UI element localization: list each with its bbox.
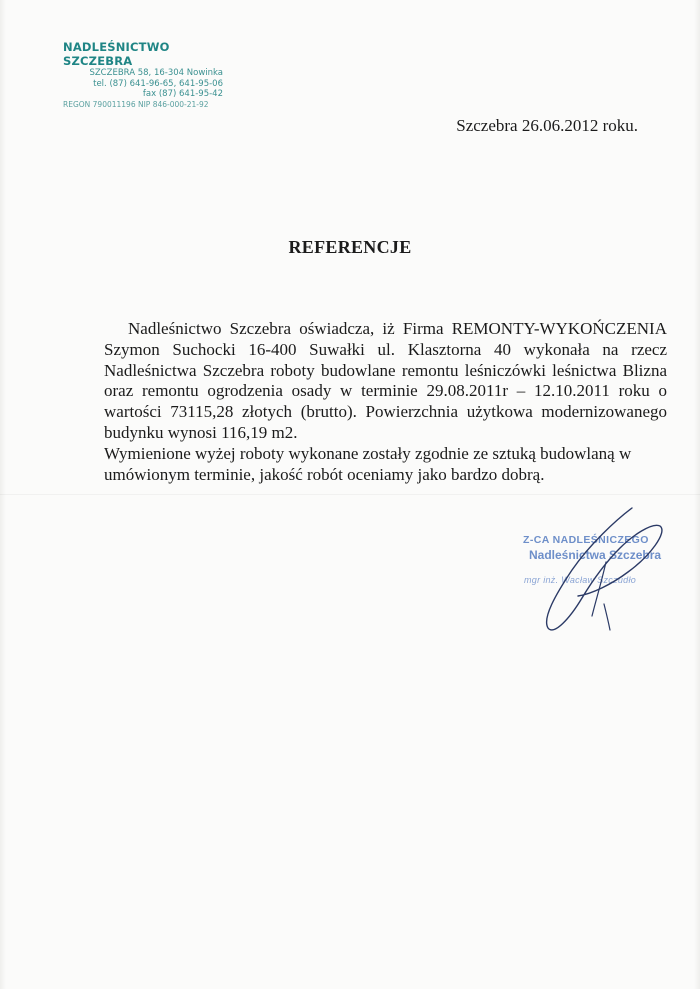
stamp-title: Z-CA NADLEŚNICZEGO (523, 534, 649, 546)
signature-stroke-end (604, 604, 610, 630)
document-body (104, 319, 667, 485)
letterhead-stamp (63, 40, 223, 110)
paper-fold (0, 494, 700, 495)
signature-stroke-tail (592, 562, 606, 616)
letterhead-address: SZCZEBRA 58, 16-304 Nowinka (89, 68, 223, 78)
letterhead-name: NADLEŚNICTWO SZCZEBRA (63, 40, 170, 68)
body-paragraph-2: Wymienione wyżej roboty wykonane zostały zgodnie ze sztuką budowlaną w umówionym terminie, jakość robót oceniamy jako bardzo dobrą. (104, 443, 632, 484)
letterhead-fax: fax (87) 641-95-42 (142, 89, 223, 99)
document-title: REFERENCJE (288, 237, 412, 257)
stamp-office: Nadleśnictwa Szczebra (529, 548, 662, 562)
body-paragraph-1: Nadleśnictwo Szczebra oświadcza, iż Firma REMONTY-WYKOŃCZENIA Szymon Suchocki 16-400 Suwałki ul. Klasztorna 40 wykonała na rzecz Nadleśnictwa Szczebra roboty budowlane remontu leśniczówki leśnictwa Blizna oraz remontu ogrodzenia osady w terminie 29.08.2011r – 12.10.2011 roku o wartości 73115,28 złotych (brutto). Powierzchnia użytkowa modernizowanego budynku wynosi 116,19 m2. (104, 319, 667, 442)
handwritten-signature (520, 500, 670, 640)
letterhead-tel: tel. (87) 641-96-65, 641-95-06 (93, 78, 223, 89)
stamp-signatory: mgr inż. Wacław Szczudło (524, 575, 637, 585)
letterhead-regon: REGON 790011196 NIP 846-000-21-92 (63, 99, 209, 109)
date-line: Szczebra 26.06.2012 roku. (456, 116, 638, 135)
